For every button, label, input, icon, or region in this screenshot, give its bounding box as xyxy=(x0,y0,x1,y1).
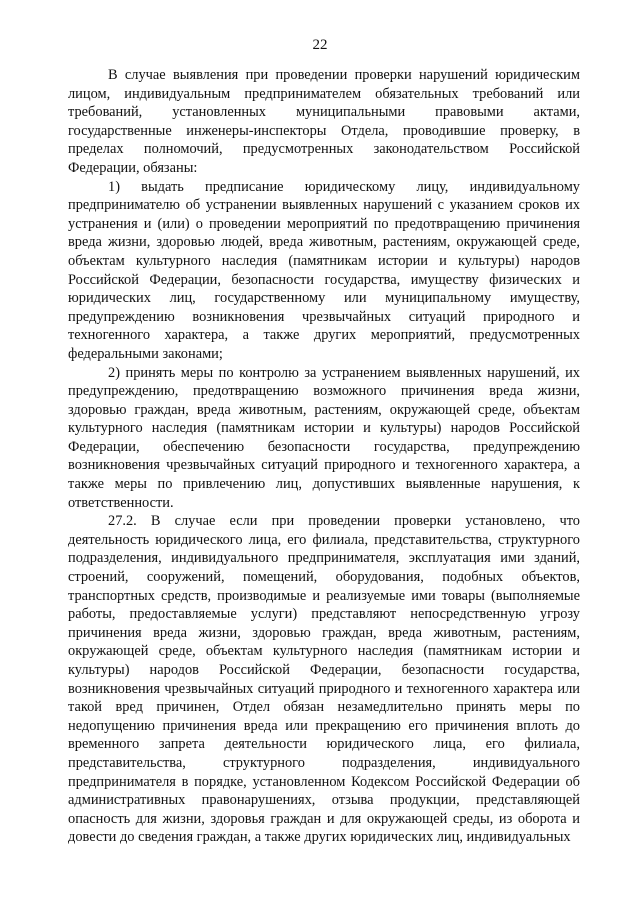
page-number: 22 xyxy=(312,37,328,53)
paragraph-27-2: 27.2. В случае если при проведении проверки установлено, что деятельность юридического лица, его филиала, представительства, структурного подразделения, индивидуального предпринимателя, эксплуатация ими зданий, строений, сооружений, помещений, оборудования, подобных объектов, транспортных средств, производимые и реализуемые ими товары (выполняемые работы, предоставляемые услуги) представляют непосредственную угрозу причинения вреда жизни, здоровью граждан, вреда животным, растениям, окружающей среде, объектам культурного наследия (памятникам истории и культуры) народов Российской Федерации, безопасности государства, возникновения чрезвычайных ситуаций природного и техногенного характера или такой вред причинен, Отдел обязан незамедлительно принять меры по недопущению причинения вреда или прекращению его причинения вплоть до временного запрета деятельности юридического лица, его филиала, представительства, структурного подразделения, индивидуального предпринимателя в порядке, установленном Кодексом Российской Федерации об административных правонарушениях, отзыва продукции, представляющей опасность для жизни, здоровья граждан и для окружающей среды, из оборота и довести до сведения граждан, а также других юридических лиц, индивидуальных xyxy=(68,513,580,846)
paragraph-obligations-intro: В случае выявления при проведении проверки нарушений юридическим лицом, индивидуальным предпринимателем обязательных требований или требований, установленных муниципальными правовыми актами, государственные инженеры-инспекторы Отдела, проводившие проверку, в пределах полномочий, предусмотренных законодательством Российской Федерации, обязаны: xyxy=(68,67,580,176)
paragraph-item-1: 1) выдать предписание юридическому лицу, индивидуальному предпринимателю об устранении выявленных нарушений с указанием сроков их устранения и (или) о проведении мероприятий по предотвращению причинения вреда жизни, здоровью людей, вреда животным, растениям, окружающей среде, объектам культурного наследия (памятникам истории и культуры) народов Российской Федерации, безопасности государства, имуществу физических и юридических лиц, государственному или муниципальному имуществу, предупреждению возникновения чрезвычайных ситуаций природного и техногенного характера, а также других мероприятий, предусмотренных федеральными законами; xyxy=(68,178,580,362)
paragraph-item-2: 2) принять меры по контролю за устранением выявленных нарушений, их предупреждению, предотвращению возможного причинения вреда жизни, здоровью граждан, вреда животным, растениям, окружающей среде, объектам культурного наследия (памятникам истории и культуры) народов Российской Федерации, обеспечению безопасности государства, предупреждению возникновения чрезвычайных ситуаций природного и техногенного характера, а также меры по привлечению лиц, допустивших выявленные нарушения, к ответственности. xyxy=(68,364,580,511)
document-body xyxy=(68,66,580,847)
